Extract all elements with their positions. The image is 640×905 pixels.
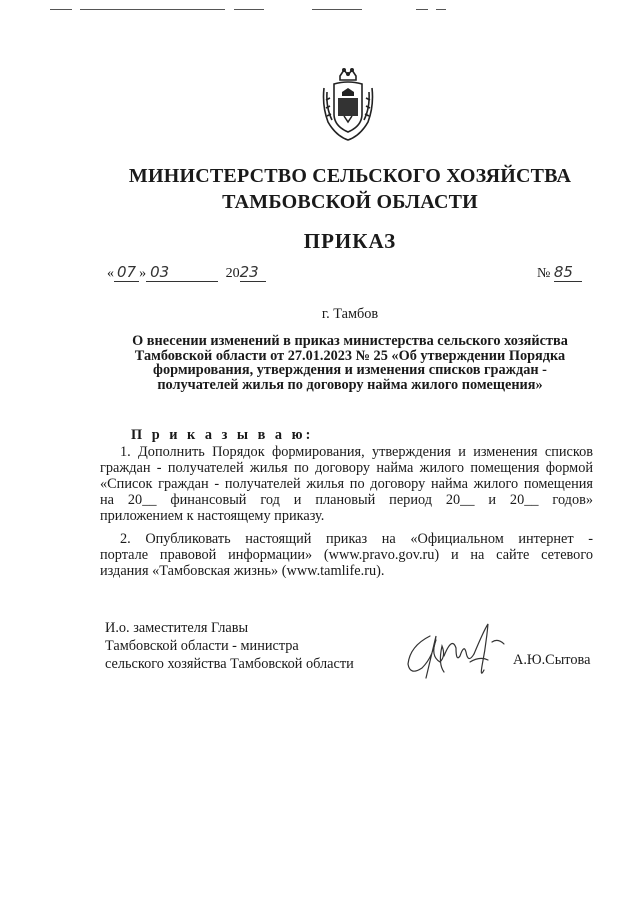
ministry-name-line2: ТАМБОВСКОЙ ОБЛАСТИ — [222, 191, 478, 213]
item-1-line-2: граждан - получателей жилья по договору найма жилого помещения формой — [100, 460, 593, 476]
order-number — [537, 263, 582, 282]
subject-line-3: формирования, утверждения и изменения списков граждан - — [153, 362, 547, 378]
order-subject — [110, 334, 590, 392]
signatory-line-3: сельского хозяйства Тамбовской области — [105, 656, 354, 672]
date-open-quote: « — [107, 266, 114, 281]
item-2-line-1: 2. Опубликовать настоящий приказ на «Официальном интернет - — [120, 531, 593, 547]
item-2-line-3: издания «Тамбовская жизнь» (www.tamlife.ru). — [100, 563, 385, 579]
date-year-prefix: 20 — [225, 266, 240, 281]
signatory-line-1: И.о. заместителя Главы — [105, 620, 249, 636]
top-scan-line-5 — [416, 9, 428, 10]
top-scan-line-4 — [312, 9, 362, 10]
item-1 — [100, 444, 593, 524]
order-date — [107, 263, 266, 282]
top-scan-line-2 — [80, 9, 225, 10]
date-year-suffix: 23 — [240, 263, 266, 282]
number-prefix: № — [537, 266, 551, 281]
item-1-line-4: на 20__ финансовый год и плановый период 20__ и 20__ годов» — [100, 492, 593, 508]
item-2 — [100, 531, 593, 579]
subject-line-4: получателей жилья по договору найма жилого помещения» — [157, 376, 543, 393]
top-scan-line-1 — [50, 9, 72, 10]
signatory-line-2: Тамбовской области - министра — [105, 638, 299, 654]
item-1-line-1: 1. Дополнить Порядок формирования, утверждения и изменения списков — [120, 444, 593, 460]
city: г. Тамбов — [321, 306, 379, 322]
signatory-name: А.Ю.Сытова — [513, 652, 591, 668]
item-2-line-2: портале правовой информации» (www.pravo.gov.ru) и на сайте сетевого — [100, 547, 593, 563]
date-day: 07 — [114, 263, 139, 282]
number-value: 85 — [554, 263, 582, 282]
date-month: 03 — [146, 263, 218, 282]
subject-line-2: Тамбовской области от 27.01.2023 № 25 «Об утверждении Порядка — [134, 347, 566, 364]
date-close-quote: » — [139, 266, 147, 281]
handwritten-signature — [400, 616, 510, 686]
item-1-line-5: приложением к настоящему приказу. — [100, 508, 325, 524]
ministry-name-line1: МИНИСТЕРСТВО СЕЛЬСКОГО ХОЗЯЙСТВА — [128, 165, 572, 187]
item-1-line-3: «Список граждан - получателей жилья по договору найма жилого помещения — [100, 476, 593, 492]
top-scan-line-3 — [234, 9, 264, 10]
top-scan-line-6 — [436, 9, 446, 10]
order-verb: П р и к а з ы в а ю: — [131, 427, 314, 443]
document-type-title: ПРИКАЗ — [303, 229, 397, 253]
subject-line-1: О внесении изменений в приказ министерства сельского хозяйства — [132, 333, 568, 349]
signatory-position — [105, 619, 354, 673]
coat-of-arms-emblem — [318, 66, 378, 144]
